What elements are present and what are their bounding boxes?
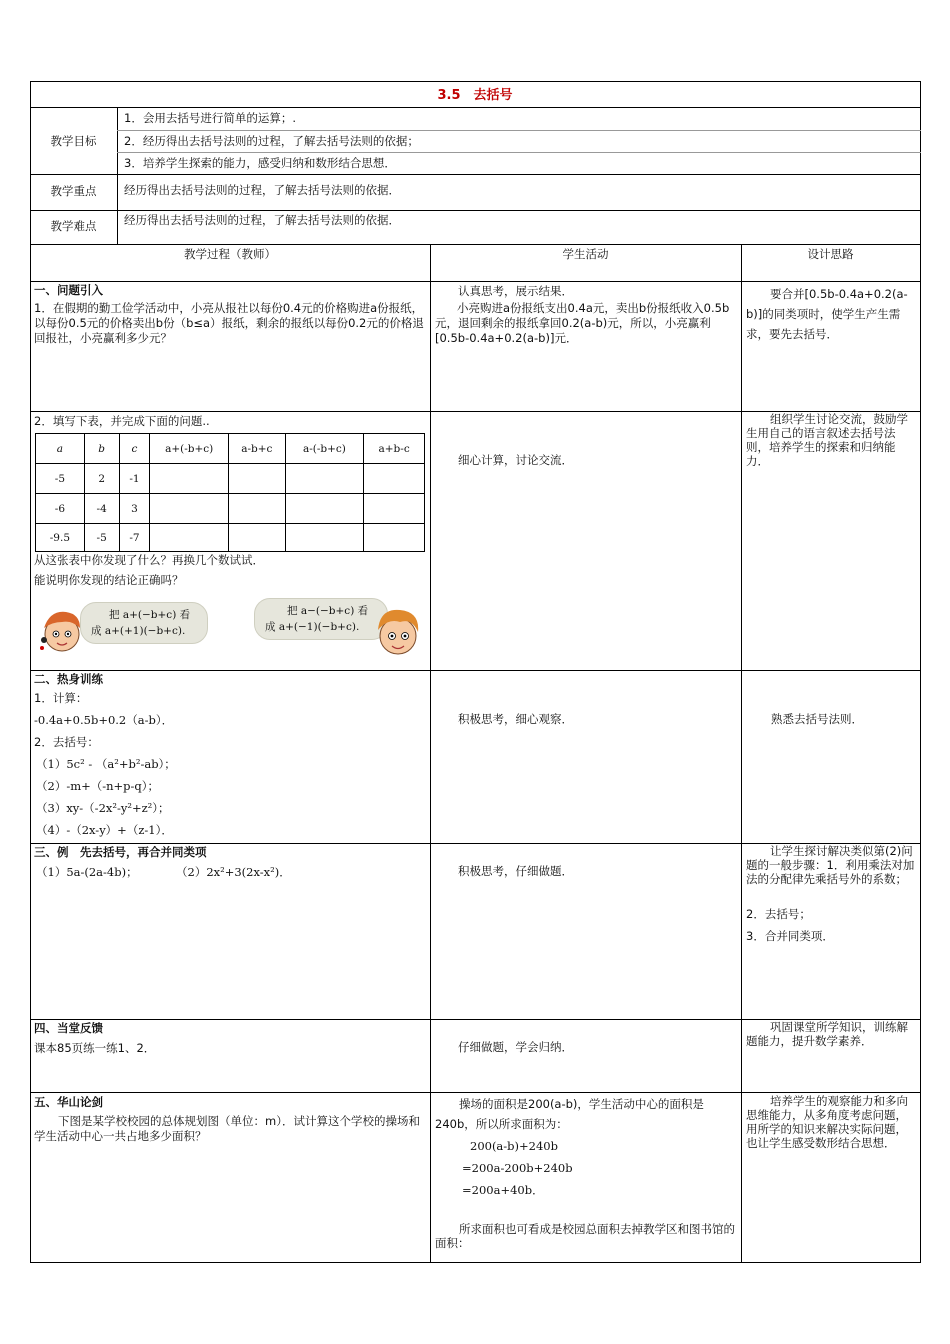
s2-line: -0.4a+0.5b+0.2（a-b）． <box>34 713 174 727</box>
s2-line: （4）-（2x-y）+（z-1）． <box>36 823 173 837</box>
s3-design-1: 让学生探讨解决类似第(2)问题的一般步骤：1．利用乘法对加法的分配律先乘括号外的系数； <box>746 844 915 886</box>
s5-text: 下图是某学校校园的总体规划图（单位：m）．试计算这个学校的操场和学生活动中心一共占地多少面积？ <box>34 1114 420 1143</box>
s3-design-3: 3．合并同类项． <box>746 929 834 943</box>
cartoon-boy-icon <box>372 602 424 662</box>
s4-text: 课本85页练一练1、2． <box>34 1041 156 1055</box>
s2-design: 熟悉去括号法则． <box>771 712 863 726</box>
table-header-expr4: a+b-c <box>364 434 425 464</box>
table-cell-blank[interactable] <box>228 464 285 494</box>
s1-student-1: 认真思考，展示结果． <box>458 284 573 298</box>
table-header-a: a <box>36 434 85 464</box>
s3-heading: 三、例 先去括号，再合并同类项 <box>34 845 207 859</box>
s5-student-2: 所求面积也可看成是校园总面积去掉教学区和图书馆的面积： <box>435 1222 735 1250</box>
fill-in-table <box>35 433 425 552</box>
s5-design: 培养学生的观察能力和多向思维能力，从多角度考虑问题，用所学的知识来解决实际问题，也让学生感受数形结合思想． <box>746 1094 908 1150</box>
table-cell: -5 <box>36 464 85 494</box>
keypoint-label: 教学重点 <box>50 184 97 198</box>
table-cell-blank[interactable] <box>150 464 229 494</box>
speech-bubble-left <box>80 602 208 644</box>
keypoint-divider <box>30 210 921 211</box>
objectives-label: 教学目标 <box>50 134 97 148</box>
s3-design-2: 2．去括号； <box>746 907 811 921</box>
s4-heading: 四、当堂反馈 <box>34 1021 103 1035</box>
table-cell: -1 <box>119 464 150 494</box>
s1-design: 要合并[0.5b-0.4a+0.2(a-b)]的同类项时，使学生产生需求，要先去括号． <box>746 287 908 341</box>
table-header-c: c <box>119 434 150 464</box>
s1-problem: 1．在假期的勤工俭学活动中，小亮从报社以每份0.4元的价格购进a份报纸，以每份0.5元的价格卖出b份（b≤a）报纸，剩余的报纸以每份0.2元的价格退回报社，小亮赢利多少元？ <box>34 301 424 345</box>
objective-item: 2．经历得出去括号法则的过程，了解去括号法则的依据； <box>124 134 419 148</box>
table-cell: -7 <box>119 524 150 552</box>
objectives-divider <box>30 174 921 175</box>
objective-row-divider <box>117 130 921 131</box>
table-cell-blank[interactable] <box>228 524 285 552</box>
s5-student-1: 操场的面积是200(a-b)，学生活动中心的面积是240b，所以所求面积为： <box>435 1097 704 1131</box>
difficulty-text: 经历得出去括号法则的过程，了解去括号法则的依据． <box>124 213 400 227</box>
design-column-divider <box>741 244 742 1263</box>
cartoon-girl-icon <box>36 604 86 658</box>
table-cell-blank[interactable] <box>364 464 425 494</box>
table-cell: 3 <box>119 494 150 524</box>
bubble-right-line-1: 把 a−(−b+c) 看 <box>287 605 369 617</box>
student-column-divider <box>430 244 431 1263</box>
s1b-question-1: 从这张表中你发现了什么？再换几个数试试． <box>34 553 264 567</box>
table-cell-blank[interactable] <box>228 494 285 524</box>
difficulty-divider <box>30 244 921 245</box>
bubble-left-line-2: 成 a+(+1)(−b+c). <box>91 625 186 637</box>
s3-student: 积极思考，仔细做题． <box>458 864 573 878</box>
objective-item: 1．会用去括号进行简单的运算；. <box>124 111 296 125</box>
table-cell: -6 <box>36 494 85 524</box>
objective-row-divider <box>117 152 921 153</box>
bubble-right-line-2: 成 a+(−1)(−b+c). <box>265 621 360 633</box>
s5-heading: 五、华山论剑 <box>34 1095 103 1109</box>
table-border-top <box>30 81 921 82</box>
table-header-b: b <box>84 434 119 464</box>
table-border-bottom <box>30 1262 921 1263</box>
s2-line: （2）-m+（-n+p-q）； <box>36 779 160 793</box>
table-header-expr1: a+(-b+c) <box>150 434 229 464</box>
s1-heading: 一、问题引入 <box>34 283 103 297</box>
s2-line: （1）5c² - （a²+b²-ab）； <box>36 757 176 771</box>
s1b-divider <box>30 670 921 671</box>
table-cell-blank[interactable] <box>285 524 364 552</box>
title-row-divider <box>30 107 921 108</box>
s4-student: 仔细做题，学会归纳． <box>458 1040 573 1054</box>
header-teacher: 教学过程（教师） <box>184 247 276 261</box>
table-cell: -9.5 <box>36 524 85 552</box>
s1b-question-2: 能说明你发现的结论正确吗？ <box>34 573 184 587</box>
s3-example-2: （2）2x²+3(2x-x²)． <box>176 865 291 879</box>
header-divider <box>30 281 921 282</box>
s2-line: 1．计算： <box>34 691 88 705</box>
table-border-right <box>920 81 921 1263</box>
page-title: 3.5 去括号 <box>437 88 513 103</box>
difficulty-label: 教学难点 <box>50 219 97 233</box>
header-design: 设计思路 <box>807 247 854 261</box>
s5-calc-line: 200(a-b)+240b <box>470 1139 558 1153</box>
bubble-left-line-1: 把 a+(−b+c) 看 <box>109 609 191 621</box>
s5-calc-line: =200a-200b+240b <box>462 1161 573 1175</box>
s2-student: 积极思考，细心观察． <box>458 712 573 726</box>
label-column-divider <box>117 107 118 245</box>
s4-divider <box>30 1092 921 1093</box>
table-cell: -5 <box>84 524 119 552</box>
s2-line: （3）xy-（-2x²-y²+z²）； <box>36 801 170 815</box>
s2-heading: 二、热身训练 <box>34 672 103 686</box>
table-cell-blank[interactable] <box>285 494 364 524</box>
s1b-student: 细心计算，讨论交流． <box>458 453 573 467</box>
header-student: 学生活动 <box>562 247 609 261</box>
s3-example-1: （1）5a-(2a-4b)； <box>36 865 138 879</box>
table-header-expr2: a-b+c <box>228 434 285 464</box>
s1-student-2: 小亮购进a份报纸支出0.4a元，卖出b份报纸收入0.5b元，退回剩余的报纸拿回0.2(a-b)元，所以，小亮赢利[0.5b-0.4a+0.2(a-b)]元． <box>435 301 730 345</box>
s2-line: 2．去括号： <box>34 735 99 749</box>
table-cell-blank[interactable] <box>150 524 229 552</box>
table-cell-blank[interactable] <box>150 494 229 524</box>
table-cell-blank[interactable] <box>364 524 425 552</box>
table-header-expr3: a-(-b+c) <box>285 434 364 464</box>
keypoint-text: 经历得出去括号法则的过程，了解去括号法则的依据． <box>124 183 400 197</box>
s5-calc-line: =200a+40b． <box>462 1183 544 1197</box>
objective-item: 3．培养学生探索的能力，感受归纳和数形结合思想． <box>124 156 396 170</box>
table-cell: -4 <box>84 494 119 524</box>
speech-bubble-right <box>254 598 388 640</box>
s1b-design: 组织学生讨论交流，鼓励学生用自己的语言叙述去括号法则，培养学生的探索和归纳能力． <box>746 412 908 468</box>
table-cell-blank[interactable] <box>364 494 425 524</box>
table-cell: 2 <box>84 464 119 494</box>
s4-design: 巩固课堂所学知识，训练解题能力，提升数学素养． <box>746 1020 908 1048</box>
table-cell-blank[interactable] <box>285 464 364 494</box>
s1b-task: 2．填写下表，并完成下面的问题.. <box>34 414 210 428</box>
